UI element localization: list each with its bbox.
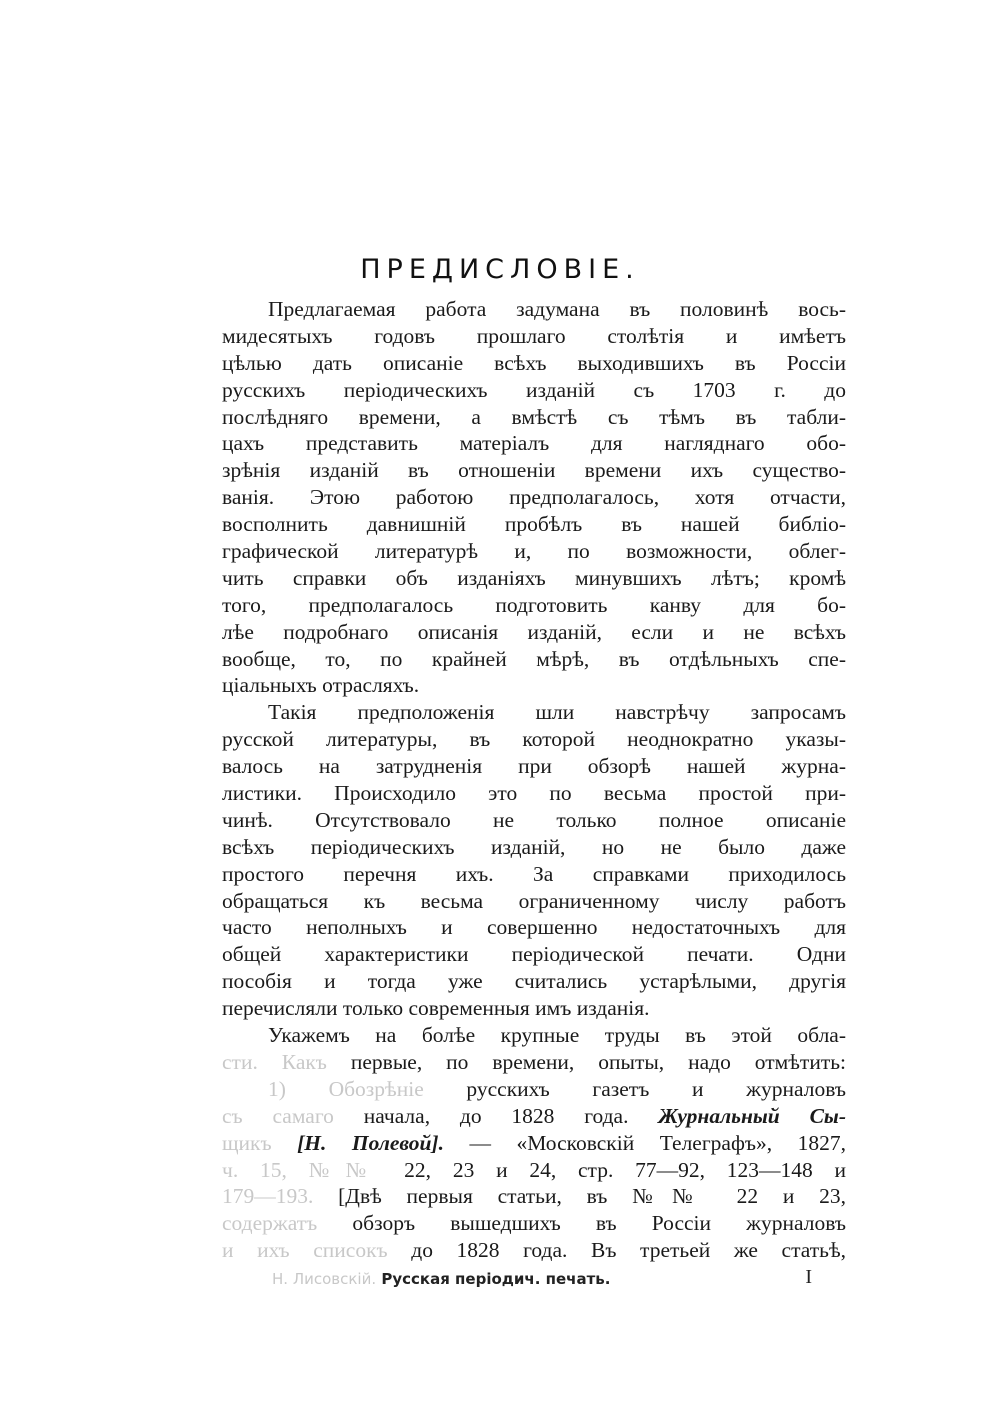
running-footer — [272, 1270, 610, 1288]
line-text: перечисляли только современныя имъ изданія. — [222, 996, 650, 1021]
line-text: простого перечня ихъ. За справками приходилось — [222, 861, 846, 886]
page-footer — [272, 1266, 812, 1292]
line-text: мидесятыхъ годовъ прошлаго столѣтія и имѣетъ — [222, 323, 846, 348]
text-line — [222, 1022, 846, 1049]
text-line — [222, 511, 846, 538]
faded-text: и ихъ списокъ — [222, 1238, 412, 1263]
text-line — [222, 1183, 846, 1210]
line-text: графической литературѣ и, по возможности, облег- — [222, 539, 846, 564]
italic-text: [Н. Полевой]. — [297, 1130, 444, 1155]
text-line — [222, 941, 846, 968]
line-text: 22, 23 и 24, стр. 77—92, 123—148 и — [404, 1157, 846, 1182]
text-line — [222, 672, 846, 699]
page-heading: ПРЕДИСЛОВІЕ. — [360, 254, 640, 286]
text-line — [222, 323, 846, 350]
line-text: листики. Происходило это по весьма простой при- — [222, 781, 846, 806]
line-text: русской литературы, въ которой неоднократно указы- — [222, 727, 846, 752]
italic-text: Журнальный Сы- — [658, 1103, 846, 1128]
line-text: цѣлью дать описаніе всѣхъ выходившихъ въ Россіи — [222, 350, 846, 375]
line-text: послѣдняго времени, а вмѣстѣ съ тѣмъ въ табли- — [222, 404, 846, 429]
line-text: ціальныхъ отрасляхъ. — [222, 673, 420, 698]
line-text: пособія и тогда уже считались устарѣлыми, другія — [222, 969, 846, 994]
footer-title: Русская періодич. печать. — [381, 1270, 611, 1288]
text-line — [222, 861, 846, 888]
line-text: цахъ представить матеріалъ для нагляднаго обо- — [222, 431, 846, 456]
text-line — [222, 1049, 846, 1076]
text-line — [222, 404, 846, 431]
faded-text: содержатъ — [222, 1211, 353, 1236]
signature-mark: I — [805, 1266, 812, 1288]
text-line — [222, 1076, 846, 1103]
faded-text: съ самаго — [222, 1103, 364, 1128]
text-line — [222, 1130, 846, 1157]
line-text: зрѣнія изданій въ отношеніи времени ихъ существо- — [222, 458, 846, 483]
text-line — [222, 1157, 846, 1184]
text-line — [222, 430, 846, 457]
text-line — [222, 753, 846, 780]
faded-text: сти. Какъ — [222, 1049, 351, 1074]
line-text: начала, до 1828 года. — [363, 1103, 659, 1128]
text-line — [222, 914, 846, 941]
line-text: до 1828 года. Въ третьей же статьѣ, — [411, 1238, 846, 1263]
text-line — [222, 968, 846, 995]
line-text: всѣхъ періодическихъ изданій, но не было даже — [222, 834, 846, 859]
line-text: [Двѣ первыя статьи, въ №№ 22 и 23, — [338, 1184, 846, 1209]
text-line — [222, 484, 846, 511]
text-line — [222, 726, 846, 753]
line-text: того, предполагалось подготовить канву для бо- — [222, 592, 846, 617]
text-line — [222, 619, 846, 646]
text-line — [222, 646, 846, 673]
text-line — [222, 350, 846, 377]
text-line — [222, 888, 846, 915]
text-line — [222, 807, 846, 834]
text-line — [222, 699, 846, 726]
text-line — [222, 1237, 846, 1264]
text-line — [222, 1103, 846, 1130]
line-text: общей характеристики періодической печати. Одни — [222, 942, 846, 967]
line-text: восполнить давнишній пробѣлъ въ нашей библіо- — [222, 512, 846, 537]
text-line — [222, 834, 846, 861]
faded-text: щикъ — [222, 1130, 298, 1155]
line-text: вообще, то, по крайней мѣрѣ, въ отдѣльныхъ спе- — [222, 646, 846, 671]
line-text: первые, по времени, опыты, надо отмѣтить: — [350, 1049, 846, 1074]
line-text: русскихъ газетъ и журналовъ — [423, 1076, 846, 1101]
line-text: Такія предположенія шли навстрѣчу запросамъ — [268, 700, 846, 725]
text-line — [222, 592, 846, 619]
text-line — [222, 296, 846, 323]
line-text: обращаться къ весьма ограниченному числу работъ — [222, 888, 846, 913]
line-text: Укажемъ на болѣе крупные труды въ этой обла- — [268, 1023, 846, 1048]
text-line — [222, 995, 846, 1022]
footer-author: Н. Лисовскій. — [272, 1270, 377, 1288]
text-line — [222, 780, 846, 807]
line-text: валось на затрудненія при обзорѣ нашей журна- — [222, 754, 846, 779]
text-line — [222, 538, 846, 565]
text-line — [222, 377, 846, 404]
preface-text — [222, 296, 846, 1264]
text-line — [222, 565, 846, 592]
line-text: часто неполныхъ и совершенно недостаточныхъ для — [222, 915, 846, 940]
line-text: чить справки объ изданіяхъ минувшихъ лѣтъ; кромѣ — [222, 565, 846, 590]
line-text: русскихъ періодическихъ изданій съ 1703 г. до — [222, 377, 846, 402]
line-text: чинѣ. Отсутствовало не только полное описаніе — [222, 807, 846, 832]
line-text: Предлагаемая работа задумана въ половинѣ вось- — [268, 297, 846, 321]
faded-text: 179—193. — [222, 1184, 339, 1209]
line-text: лѣе подробнаго описанія изданій, если и не всѣхъ — [222, 619, 846, 644]
line-text: ванія. Этою работою предполагалось, хотя отчасти, — [222, 485, 846, 510]
faded-text: ч. 15, №№ — [222, 1157, 405, 1182]
faded-text: 1) Обозрѣніе — [268, 1076, 424, 1101]
line-text: — «Московскій Телеграфъ», 1827, — [443, 1130, 846, 1155]
line-text: обзоръ вышедшихъ въ Россіи журналовъ — [352, 1211, 846, 1236]
text-line — [222, 1210, 846, 1237]
text-line — [222, 457, 846, 484]
